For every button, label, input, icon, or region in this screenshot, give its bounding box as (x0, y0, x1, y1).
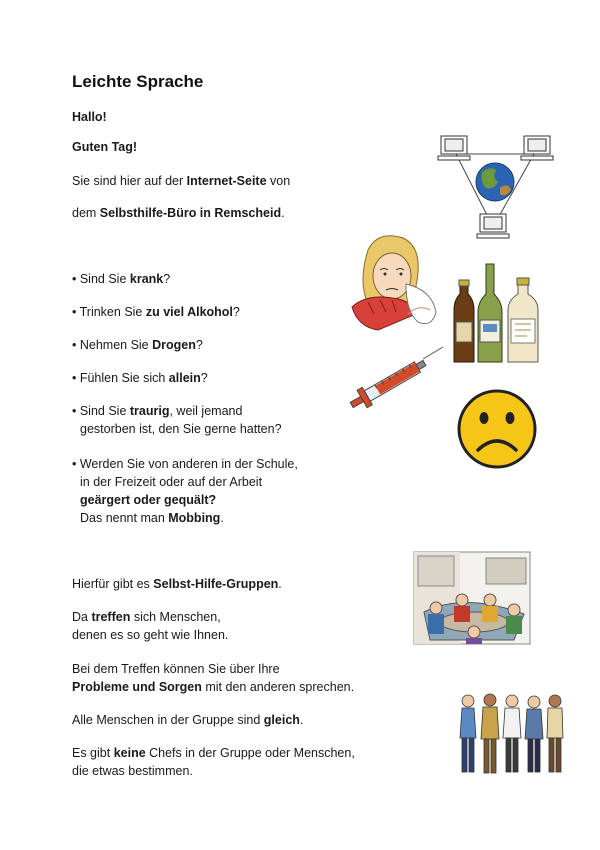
groups-para-2-line-2: denen es so geht wie Ihnen. (72, 628, 229, 642)
question-drogen: • Nehmen Sie Drogen? (72, 338, 203, 352)
question-traurig-line-2: gestorben ist, den Sie gerne hatten? (80, 422, 282, 436)
question-mobbing-line-3: geärgert oder gequält? (80, 493, 217, 507)
groups-para-3-line-1: Bei dem Treffen können Sie über Ihre (72, 662, 280, 676)
groups-para-4: Alle Menschen in der Gruppe sind gleich. (72, 713, 304, 727)
intro-line-1: Sie sind hier auf der Internet-Seite von (72, 174, 291, 188)
people-group-icon (456, 692, 564, 780)
question-mobbing-line-2: in der Freizeit oder auf der Arbeit (80, 475, 263, 489)
question-mobbing-line-4: Das nennt man Mobbing. (80, 511, 224, 525)
sad-face-icon (456, 388, 538, 470)
sick-person-icon (348, 232, 440, 337)
question-allein: • Fühlen Sie sich allein? (72, 371, 208, 385)
greeting-guten-tag: Guten Tag! (72, 140, 138, 154)
greeting-hallo: Hallo! (72, 110, 107, 124)
alcohol-bottles-icon (448, 264, 548, 364)
group-meeting-icon (414, 552, 530, 644)
question-mobbing-line-1: • Werden Sie von anderen in der Schule, (72, 457, 298, 471)
groups-para-5-line-1: Es gibt keine Chefs in der Gruppe oder Menschen, (72, 746, 355, 760)
page-title: Leichte Sprache (72, 72, 204, 91)
groups-para-5-line-2: die etwas bestimmen. (72, 764, 193, 778)
intro-line-2: dem Selbsthilfe-Büro in Remscheid. (72, 206, 285, 220)
computer-network-icon (438, 132, 556, 247)
internet-seite-link: Internet-Seite (186, 174, 267, 188)
question-alkohol: • Trinken Sie zu viel Alkohol? (72, 305, 240, 319)
groups-para-1: Hierfür gibt es Selbst-Hilfe-Gruppen. (72, 577, 282, 591)
question-krank: • Sind Sie krank? (72, 272, 171, 286)
question-traurig: • Sind Sie traurig, weil jemand (72, 404, 243, 418)
groups-para-3-line-2: Probleme und Sorgen mit den anderen sprechen. (72, 680, 355, 694)
groups-para-2-line-1: Da treffen sich Menschen, (72, 610, 221, 624)
syringe-icon (345, 345, 445, 415)
